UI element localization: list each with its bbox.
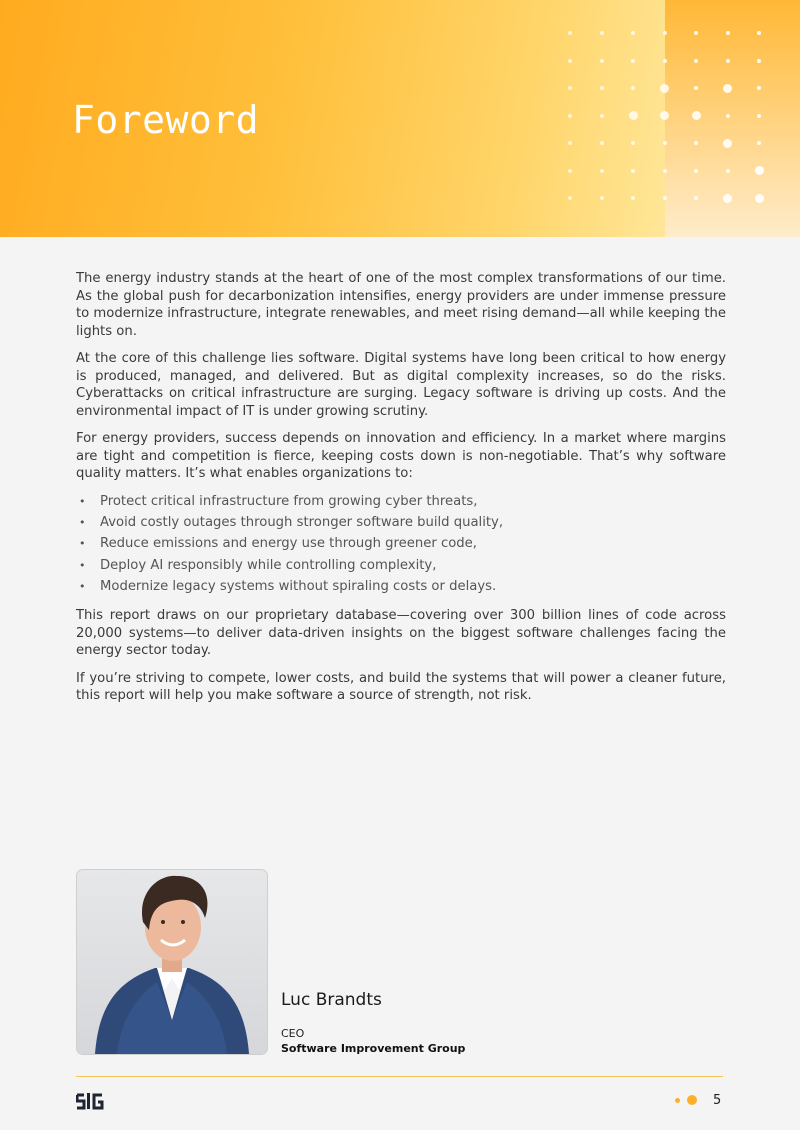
- decorative-dot: [568, 86, 572, 90]
- decorative-dot: [660, 84, 669, 93]
- decorative-dot: [723, 139, 732, 148]
- decorative-dot: [660, 111, 669, 120]
- page-indicator-dot: [675, 1098, 680, 1103]
- decorative-dot: [726, 59, 730, 63]
- portrait-photo-icon: [77, 870, 267, 1054]
- list-item: • Protect critical infrastructure from growing cyber threats,: [76, 491, 726, 512]
- paragraph: If you’re striving to compete, lower costs, and build the systems that will power a cleaner future, this report will help you make software a source of strength, not risk.: [76, 670, 726, 704]
- decorative-dot: [694, 196, 698, 200]
- foreword-content: [76, 270, 726, 715]
- decorative-dot: [600, 114, 604, 118]
- paragraph: This report draws on our proprietary database—covering over 300 billion lines of code across 20,000 systems—to deliver data-driven insights on the biggest software challenges facing the energy sector today.: [76, 608, 726, 659]
- decorative-dot: [631, 169, 635, 173]
- decorative-dot: [629, 111, 638, 120]
- sig-logo: [76, 1092, 104, 1110]
- list-item: • Reduce emissions and energy use through greener code,: [76, 533, 726, 554]
- footer-divider: [76, 1076, 723, 1077]
- decorative-dot: [631, 141, 635, 145]
- page-title: Foreword: [72, 98, 260, 142]
- decorative-dot: [723, 194, 732, 203]
- decorative-dot: [600, 169, 604, 173]
- decorative-dot: [663, 196, 667, 200]
- decorative-dot: [757, 31, 761, 35]
- decorative-dot-grid: [560, 22, 780, 212]
- list-item: • Avoid costly outages through stronger software build quality,: [76, 512, 726, 533]
- decorative-dot: [757, 59, 761, 63]
- decorative-dot: [631, 86, 635, 90]
- decorative-dot: [663, 141, 667, 145]
- benefits-list: [76, 491, 726, 598]
- author-name: Luc Brandts: [281, 990, 382, 1010]
- decorative-dot: [663, 31, 667, 35]
- decorative-dot: [568, 169, 572, 173]
- author-organization: Software Improvement Group: [281, 1042, 466, 1055]
- decorative-dot: [663, 169, 667, 173]
- author-role: CEO: [281, 1027, 305, 1040]
- decorative-dot: [755, 166, 764, 175]
- decorative-dot: [757, 86, 761, 90]
- decorative-dot: [726, 169, 730, 173]
- decorative-dot: [600, 31, 604, 35]
- decorative-dot: [568, 31, 572, 35]
- list-item: • Deploy AI responsibly while controlling complexity,: [76, 555, 726, 576]
- decorative-dot: [568, 196, 572, 200]
- decorative-dot: [726, 31, 730, 35]
- list-item: • Modernize legacy systems without spiraling costs or delays.: [76, 576, 726, 597]
- decorative-dot: [692, 111, 701, 120]
- page-number: 5: [713, 1093, 722, 1108]
- decorative-dot: [694, 141, 698, 145]
- decorative-dot: [600, 86, 604, 90]
- decorative-dot: [568, 141, 572, 145]
- paragraph: The energy industry stands at the heart of one of the most complex transformations of our time. As the global push for decarbonization intensifies, energy providers are under immense pressure to modernize infrastructure, integrate renewables, and meet rising demand—all while keeping the lights on.: [76, 271, 726, 339]
- paragraph: At the core of this challenge lies software. Digital systems have long been critical to how energy is produced, managed, and delivered. But as digital complexity increases, so do the risks. Cyberattacks on critical infrastructure are surging. Legacy software is driving up costs. And the environmental impact of IT is under growing scrutiny.: [76, 351, 726, 419]
- header-banner: [0, 0, 800, 237]
- decorative-dot: [600, 196, 604, 200]
- decorative-dot: [757, 114, 761, 118]
- decorative-dot: [568, 114, 572, 118]
- decorative-dot: [726, 114, 730, 118]
- decorative-dot: [600, 141, 604, 145]
- decorative-dot: [600, 59, 604, 63]
- decorative-dot: [694, 59, 698, 63]
- author-photo: [76, 869, 268, 1055]
- decorative-dot: [568, 59, 572, 63]
- decorative-dot: [694, 31, 698, 35]
- decorative-dot: [755, 194, 764, 203]
- decorative-dot: [631, 196, 635, 200]
- paragraph: For energy providers, success depends on innovation and efficiency. In a market where margins are tight and competition is fierce, keeping costs down is non-negotiable. That’s why software quality matters. It’s what enables organizations to:: [76, 431, 726, 481]
- decorative-dot: [631, 31, 635, 35]
- decorative-dot: [631, 59, 635, 63]
- decorative-dot: [694, 86, 698, 90]
- decorative-dot: [663, 59, 667, 63]
- page-indicator-dot: [687, 1095, 697, 1105]
- decorative-dot: [723, 84, 732, 93]
- decorative-dot: [694, 169, 698, 173]
- decorative-dot: [757, 141, 761, 145]
